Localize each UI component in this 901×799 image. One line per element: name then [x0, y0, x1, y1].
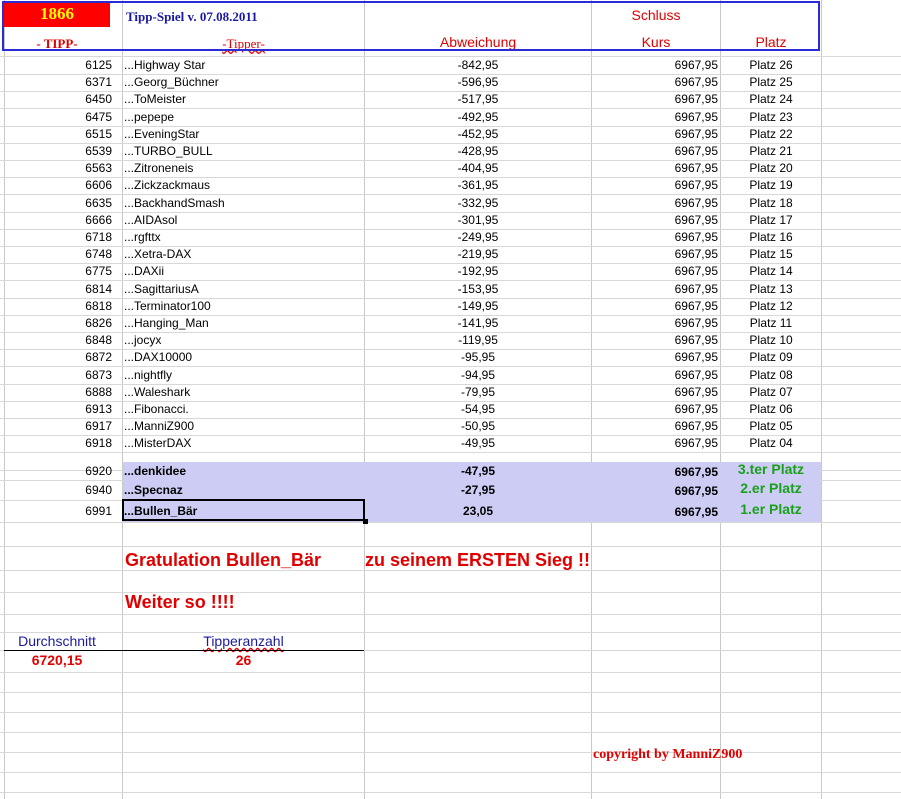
platz-cell[interactable]: Platz 08 [749, 367, 793, 382]
average-label: Durchschnitt [18, 633, 96, 649]
kurs-cell[interactable]: 6967,95 [674, 465, 718, 479]
kurs-cell[interactable]: 6967,95 [674, 264, 718, 279]
tipp-cell[interactable]: 6718 [85, 230, 112, 244]
col-header-tipp: - TIPP- [36, 36, 78, 51]
kurs-cell[interactable]: 6967,95 [674, 212, 718, 227]
platz-cell[interactable]: 1.er Platz [740, 501, 802, 517]
tipp-cell[interactable]: 6515 [85, 126, 112, 141]
tipp-cell[interactable]: 6872 [85, 350, 112, 365]
encouragement: Weiter so !!!! [125, 592, 235, 612]
col-header-abweichung: Abweichung [439, 34, 517, 50]
platz-cell[interactable]: Platz 21 [749, 144, 793, 158]
kurs-cell[interactable]: 6967,95 [674, 178, 718, 193]
platz-cell[interactable]: 3.ter Platz [737, 461, 805, 477]
average-value: 6720,15 [31, 652, 83, 668]
abweichung-cell[interactable]: -842,95 [457, 58, 499, 72]
abweichung-cell[interactable]: -141,95 [457, 316, 499, 330]
abweichung-cell[interactable]: -517,95 [457, 92, 499, 107]
kurs-cell[interactable]: 6967,95 [674, 126, 718, 141]
platz-cell[interactable]: Platz 23 [749, 109, 793, 124]
kurs-cell[interactable]: 6967,95 [674, 230, 718, 244]
platz-cell[interactable]: Platz 16 [749, 230, 793, 244]
tipper-cell[interactable]: ...Zickzackmaus [124, 178, 211, 193]
abweichung-cell[interactable]: -192,95 [457, 264, 499, 279]
tipper-cell[interactable]: ...DAX10000 [124, 350, 193, 365]
abweichung-cell[interactable]: -428,95 [457, 144, 499, 158]
abweichung-cell[interactable]: -452,95 [457, 126, 499, 141]
abweichung-cell[interactable]: -79,95 [460, 384, 496, 399]
tipp-cell[interactable]: 6940 [85, 483, 112, 497]
abweichung-cell[interactable]: 23,05 [462, 504, 494, 518]
abweichung-cell[interactable]: -54,95 [460, 402, 496, 416]
tipp-cell[interactable]: 6371 [85, 75, 112, 90]
tipper-cell[interactable]: ...TURBO_BULL [124, 144, 213, 158]
kurs-cell[interactable]: 6967,95 [674, 109, 718, 124]
tipper-cell[interactable]: ...denkidee [124, 464, 187, 478]
kurs-cell[interactable]: 6967,95 [674, 195, 718, 210]
congrats-text: zu seinem ERSTEN Sieg !! [365, 550, 591, 570]
tipper-cell[interactable]: ...DAXii [124, 264, 165, 279]
col-header-tipper: -Tipper- [222, 36, 265, 51]
kurs-cell[interactable]: 6967,95 [674, 384, 718, 399]
abweichung-cell[interactable]: -492,95 [457, 109, 499, 124]
abweichung-cell[interactable]: -94,95 [460, 367, 496, 382]
platz-cell[interactable]: Platz 09 [749, 350, 793, 365]
abweichung-cell[interactable]: -219,95 [457, 247, 499, 262]
tipp-cell[interactable]: 6814 [85, 281, 112, 296]
tipper-cell[interactable]: ...ManniZ900 [124, 419, 195, 434]
tipp-cell[interactable]: 6450 [85, 92, 112, 107]
platz-cell[interactable]: Platz 04 [749, 436, 793, 451]
count-value: 26 [235, 652, 252, 668]
tipp-cell[interactable]: 6539 [85, 144, 112, 158]
tipp-cell[interactable]: 6888 [85, 384, 112, 399]
tipper-cell[interactable]: ...Xetra-DAX [124, 247, 192, 262]
kurs-cell[interactable]: 6967,95 [674, 402, 718, 416]
abweichung-cell[interactable]: -596,95 [457, 75, 499, 90]
col-header-platz: Platz [755, 34, 787, 50]
tipper-cell[interactable]: ...jocyx [124, 333, 162, 348]
abweichung-cell[interactable]: -153,95 [457, 281, 499, 296]
platz-cell[interactable]: Platz 07 [749, 384, 793, 399]
kurs-cell[interactable]: 6967,95 [674, 247, 718, 262]
col-header-kurs: Kurs [641, 34, 671, 50]
tipper-cell[interactable]: ...nightfly [124, 367, 173, 382]
platz-cell[interactable]: Platz 14 [749, 264, 793, 279]
abweichung-cell[interactable]: -149,95 [457, 298, 499, 313]
kurs-cell[interactable]: 6967,95 [674, 144, 718, 158]
tipper-cell[interactable]: ...Terminator100 [124, 298, 211, 313]
platz-cell[interactable]: Platz 19 [749, 178, 793, 193]
tipp-cell[interactable]: 6826 [85, 316, 112, 330]
tipper-cell[interactable]: ...Zitroneneis [124, 161, 194, 176]
abweichung-cell[interactable]: -332,95 [457, 195, 499, 210]
tipper-cell[interactable]: ...Waleshark [124, 384, 191, 399]
copyright: copyright by ManniZ900 [593, 747, 743, 762]
tipp-cell[interactable]: 6775 [85, 264, 112, 279]
count-label: Tipperanzahl [203, 633, 284, 649]
platz-cell[interactable]: Platz 18 [749, 195, 793, 210]
abweichung-cell[interactable]: -49,95 [460, 436, 496, 451]
tipp-cell[interactable]: 6748 [85, 247, 112, 262]
fill-handle[interactable] [363, 519, 368, 524]
platz-cell[interactable]: Platz 20 [749, 161, 793, 176]
platz-cell[interactable]: Platz 12 [749, 298, 793, 313]
tipper-cell[interactable]: ...Specnaz [124, 483, 183, 497]
platz-cell[interactable]: Platz 06 [749, 402, 793, 416]
tipp-cell[interactable]: 6563 [85, 161, 112, 176]
kurs-cell[interactable]: 6967,95 [674, 75, 718, 90]
platz-cell[interactable]: Platz 24 [749, 92, 793, 107]
tipp-cell[interactable]: 6666 [85, 212, 112, 227]
platz-cell[interactable]: Platz 05 [749, 419, 793, 434]
tipper-cell[interactable]: ...MisterDAX [124, 436, 192, 451]
tipper-cell[interactable]: ...SagittariusA [124, 281, 199, 296]
tipp-cell[interactable]: 6913 [85, 402, 112, 416]
kurs-cell[interactable]: 6967,95 [674, 436, 718, 451]
congrats-name: Gratulation Bullen_Bär [125, 550, 322, 570]
header-frame [2, 1, 820, 51]
tipp-cell[interactable]: 6635 [85, 195, 112, 210]
tipper-cell[interactable]: ...ToMeister [124, 92, 187, 107]
tipp-cell[interactable]: 6920 [85, 464, 112, 478]
tipper-cell[interactable]: ...Hanging_Man [124, 316, 209, 330]
tipp-cell[interactable]: 6848 [85, 333, 112, 348]
kurs-cell[interactable]: 6967,95 [674, 161, 718, 176]
tipper-cell[interactable]: ...Highway Star [124, 58, 206, 72]
tipper-cell[interactable]: ...rgfttx [124, 230, 161, 244]
tipper-cell[interactable]: ...AIDAsol [124, 212, 178, 227]
abweichung-cell[interactable]: -249,95 [457, 230, 499, 244]
platz-cell[interactable]: Platz 26 [749, 58, 793, 72]
kurs-cell[interactable]: 6967,95 [674, 92, 718, 107]
schluss-label: Schluss [631, 7, 681, 23]
tipper-cell[interactable]: ...Fibonacci. [124, 402, 189, 416]
platz-cell[interactable]: Platz 10 [749, 333, 793, 348]
tipp-cell[interactable]: 6918 [85, 436, 112, 451]
kurs-cell[interactable]: 6967,95 [674, 367, 718, 382]
tipper-cell[interactable]: ...pepepe [124, 109, 175, 124]
stats-divider [4, 650, 364, 651]
kurs-cell[interactable]: 6967,95 [674, 281, 718, 296]
abweichung-cell[interactable]: -47,95 [460, 464, 496, 478]
kurs-cell[interactable]: 6967,95 [674, 505, 718, 519]
selected-cell[interactable] [122, 499, 365, 521]
tipp-cell[interactable]: 6917 [85, 419, 112, 434]
tipp-cell[interactable]: 6818 [85, 298, 112, 313]
platz-cell[interactable]: Platz 22 [749, 126, 793, 141]
platz-cell[interactable]: Platz 25 [749, 75, 793, 90]
kurs-cell[interactable]: 6967,95 [674, 419, 718, 434]
tipp-cell[interactable]: 6125 [85, 58, 112, 72]
platz-cell[interactable]: Platz 13 [749, 281, 793, 296]
kurs-cell[interactable]: 6967,95 [674, 298, 718, 313]
sheet-title: Tipp-Spiel v. 07.08.2011 [126, 9, 258, 24]
platz-cell[interactable]: Platz 17 [749, 212, 793, 227]
abweichung-cell[interactable]: -361,95 [457, 178, 499, 193]
abweichung-cell[interactable]: -404,95 [457, 161, 499, 176]
tipp-cell[interactable]: 6475 [85, 109, 112, 124]
tipper-cell[interactable]: ...EveningStar [124, 126, 200, 141]
kurs-cell[interactable]: 6967,95 [674, 333, 718, 348]
platz-cell[interactable]: Platz 11 [749, 316, 793, 330]
tipper-cell[interactable]: ...BackhandSmash [124, 195, 225, 210]
kurs-cell[interactable]: 6967,95 [674, 58, 718, 72]
tipper-cell[interactable]: ...Georg_Büchner [124, 75, 219, 90]
platz-cell[interactable]: Platz 15 [749, 247, 793, 262]
kurs-cell[interactable]: 6967,95 [674, 350, 718, 365]
tipp-cell[interactable]: 6873 [85, 367, 112, 382]
tipp-cell[interactable]: 6991 [85, 504, 112, 518]
abweichung-cell[interactable]: -95,95 [460, 350, 496, 365]
kurs-cell[interactable]: 6967,95 [674, 316, 718, 330]
abweichung-cell[interactable]: -50,95 [460, 419, 496, 434]
tip-number: 1866 [40, 4, 74, 23]
tipp-cell[interactable]: 6606 [85, 178, 112, 193]
abweichung-cell[interactable]: -119,95 [458, 333, 498, 348]
abweichung-cell[interactable]: -27,95 [460, 483, 496, 497]
abweichung-cell[interactable]: -301,95 [457, 212, 499, 227]
kurs-cell[interactable]: 6967,95 [674, 484, 718, 498]
tipper-cell[interactable]: ...Bullen_Bär [124, 504, 198, 518]
platz-cell[interactable]: 2.er Platz [740, 480, 802, 496]
